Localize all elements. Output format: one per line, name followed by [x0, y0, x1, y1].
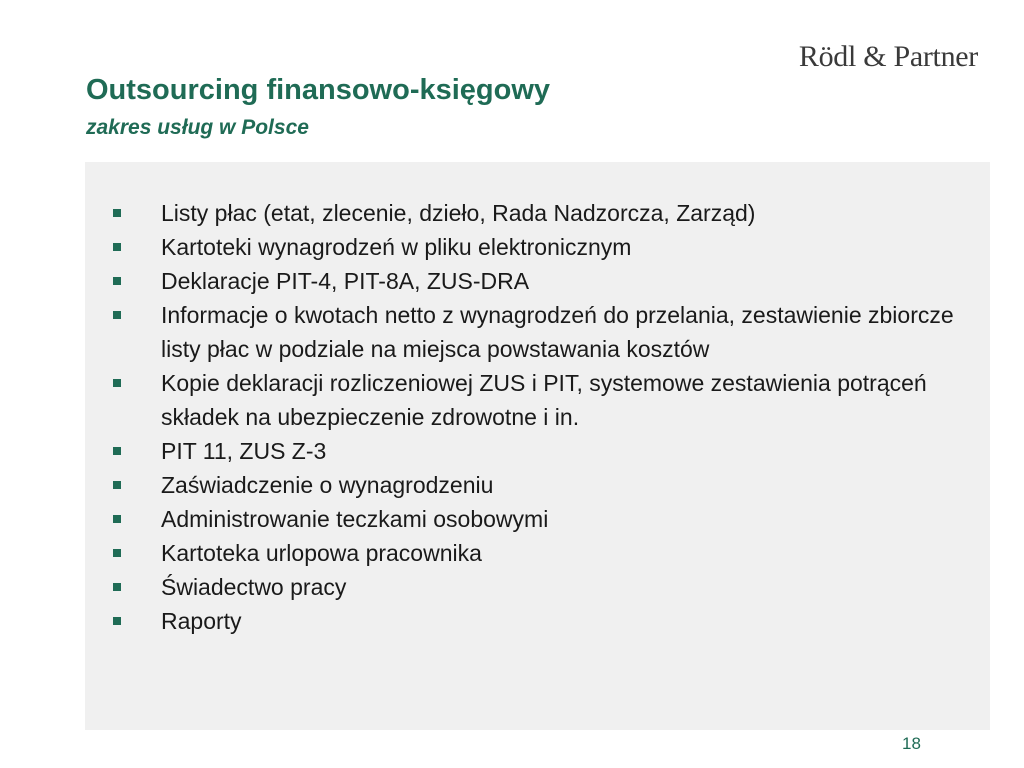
list-item — [109, 264, 969, 298]
list-item — [109, 468, 969, 502]
list-item-text: Kopie deklaracji rozliczeniowej ZUS i PIT, systemowe zestawienia potrąceń składek na ubezpieczenie zdrowotne i in. — [161, 370, 927, 430]
list-item-text: Listy płac (etat, zlecenie, dzieło, Rada Nadzorcza, Zarząd) — [161, 200, 756, 226]
square-bullet-icon — [113, 311, 121, 319]
square-bullet-icon — [113, 583, 121, 591]
list-item-text: Administrowanie teczkami osobowymi — [161, 506, 549, 532]
list-item — [109, 298, 969, 366]
list-item — [109, 196, 969, 230]
square-bullet-icon — [113, 515, 121, 523]
list-item-text: PIT 11, ZUS Z-3 — [161, 438, 327, 464]
square-bullet-icon — [113, 277, 121, 285]
square-bullet-icon — [113, 549, 121, 557]
list-item — [109, 502, 969, 536]
list-item — [109, 230, 969, 264]
list-item — [109, 536, 969, 570]
square-bullet-icon — [113, 447, 121, 455]
square-bullet-icon — [113, 379, 121, 387]
list-item-text: Informacje o kwotach netto z wynagrodzeń do przelania, zestawienie zbiorcze listy płac w podziale na miejsca powstawania kosztów — [161, 302, 954, 362]
list-item-text: Świadectwo pracy — [161, 574, 347, 600]
list-item-text: Deklaracje PIT-4, PIT-8A, ZUS-DRA — [161, 268, 530, 294]
list-item-text: Kartoteka urlopowa pracownika — [161, 540, 482, 566]
list-item — [109, 604, 969, 638]
page-number: 18 — [902, 734, 921, 753]
square-bullet-icon — [113, 243, 121, 251]
services-list — [109, 196, 969, 638]
list-item — [109, 434, 969, 468]
slide-subtitle: zakres usług w Polsce — [86, 116, 309, 139]
list-item — [109, 570, 969, 604]
list-item-text: Kartoteki wynagrodzeń w pliku elektronicznym — [161, 234, 632, 260]
list-item-text: Raporty — [161, 608, 242, 634]
content-panel — [85, 162, 990, 730]
list-item — [109, 366, 969, 434]
company-logo: Rödl & Partner — [798, 40, 978, 73]
list-item-text: Zaświadczenie o wynagrodzeniu — [161, 472, 494, 498]
square-bullet-icon — [113, 481, 121, 489]
square-bullet-icon — [113, 209, 121, 217]
slide-title: Outsourcing finansowo-księgowy — [86, 74, 551, 106]
square-bullet-icon — [113, 617, 121, 625]
